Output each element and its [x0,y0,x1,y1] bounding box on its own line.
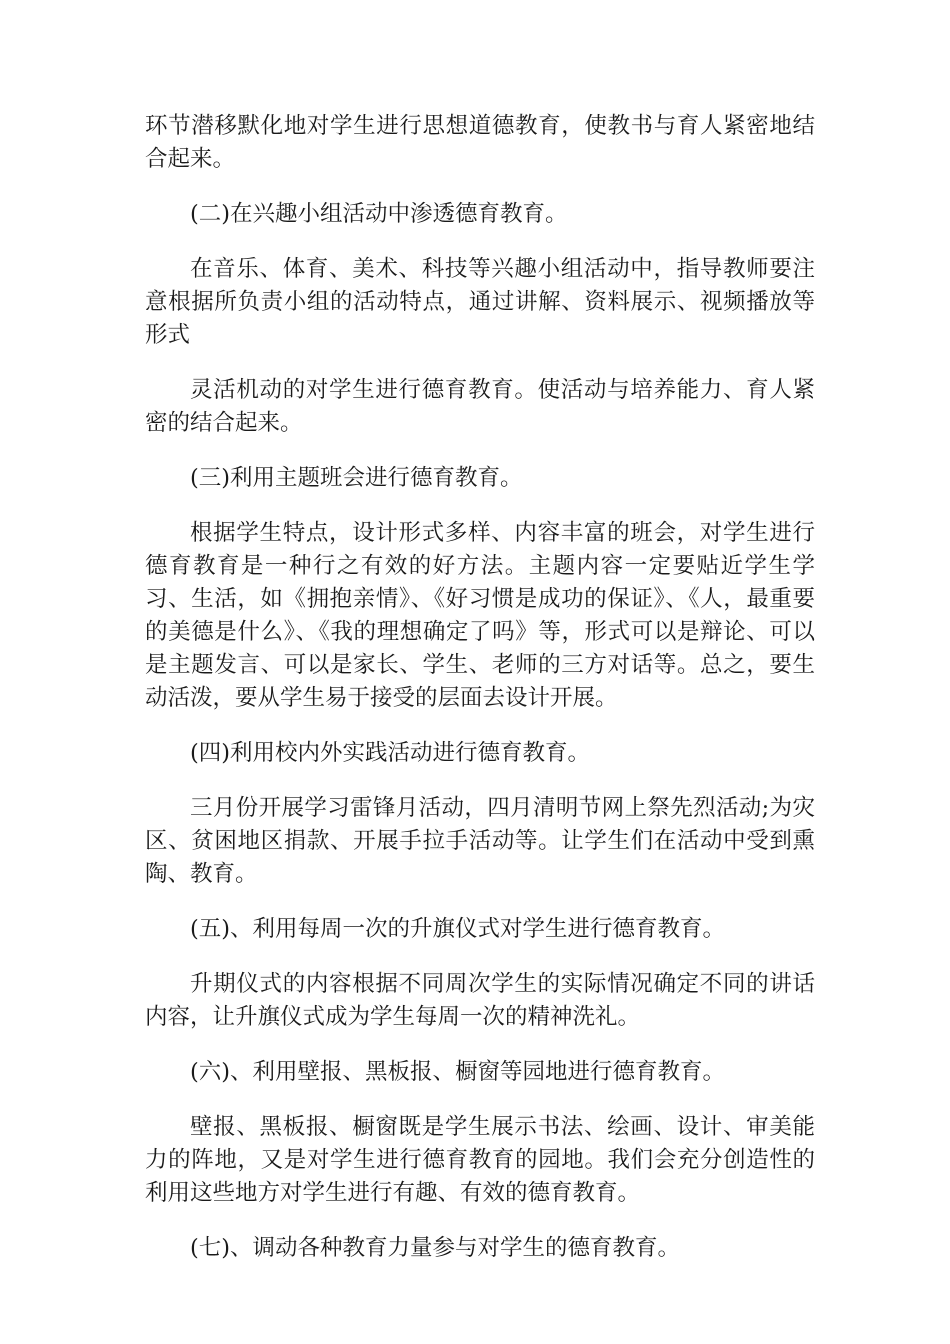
paragraph-wall-newspaper: 壁报、黑板报、橱窗既是学生展示书法、绘画、设计、审美能力的阵地，又是对学生进行德育教育的园地。我们会充分创造性的利用这些地方对学生进行有趣、有效的德育教育。 [145,1114,815,1206]
paragraph-interest-groups-cont: 灵活机动的对学生进行德育教育。使活动与培养能力、育人紧密的结合起来。 [145,377,815,436]
paragraph-flag-ceremony: 升期仪式的内容根据不同周次学生的实际情况确定不同的讲话内容，让升旗仪式成为学生每周一次的精神洗礼。 [145,971,815,1030]
section-heading-5: (五)、利用每周一次的升旗仪式对学生进行德育教育。 [190,916,726,942]
section-heading-7: (七)、调动各种教育力量参与对学生的德育教育。 [190,1235,681,1261]
paragraph-practice-activities: 三月份开展学习雷锋月活动，四月清明节网上祭先烈活动;为灾区、贫困地区捐款、开展手拉手活动等。让学生们在活动中受到熏陶、教育。 [145,795,815,887]
paragraph-interest-groups: 在音乐、体育、美术、科技等兴趣小组活动中，指导教师要注意根据所负责小组的活动特点，通过讲解、资料展示、视频播放等形式 [145,256,815,348]
section-heading-6: (六)、利用壁报、黑板报、橱窗等园地进行德育教育。 [190,1059,726,1085]
paragraph-continuation: 环节潜移默化地对学生进行思想道德教育，使教书与育人紧密地结合起来。 [145,113,815,172]
paragraph-class-meeting: 根据学生特点，设计形式多样、内容丰富的班会，对学生进行德育教育是一种行之有效的好方法。主题内容一定要贴近学生学习、生活，如《拥抱亲情》、《好习惯是成功的保证》、《人，最重要的美德是什么》、《我的理想确定了吗》等，形式可以是辩论、可以是主题发言、可以是家长、学生、老师的三方对话等。总之，要生动活泼，要从学生易于接受的层面去设计开展。 [145,520,815,711]
section-heading-4: (四)利用校内外实践活动进行德育教育。 [190,740,591,766]
section-heading-2: (二)在兴趣小组活动中渗透德育教育。 [190,201,568,227]
section-heading-3: (三)利用主题班会进行德育教育。 [190,465,523,491]
document-body [145,110,815,1287]
